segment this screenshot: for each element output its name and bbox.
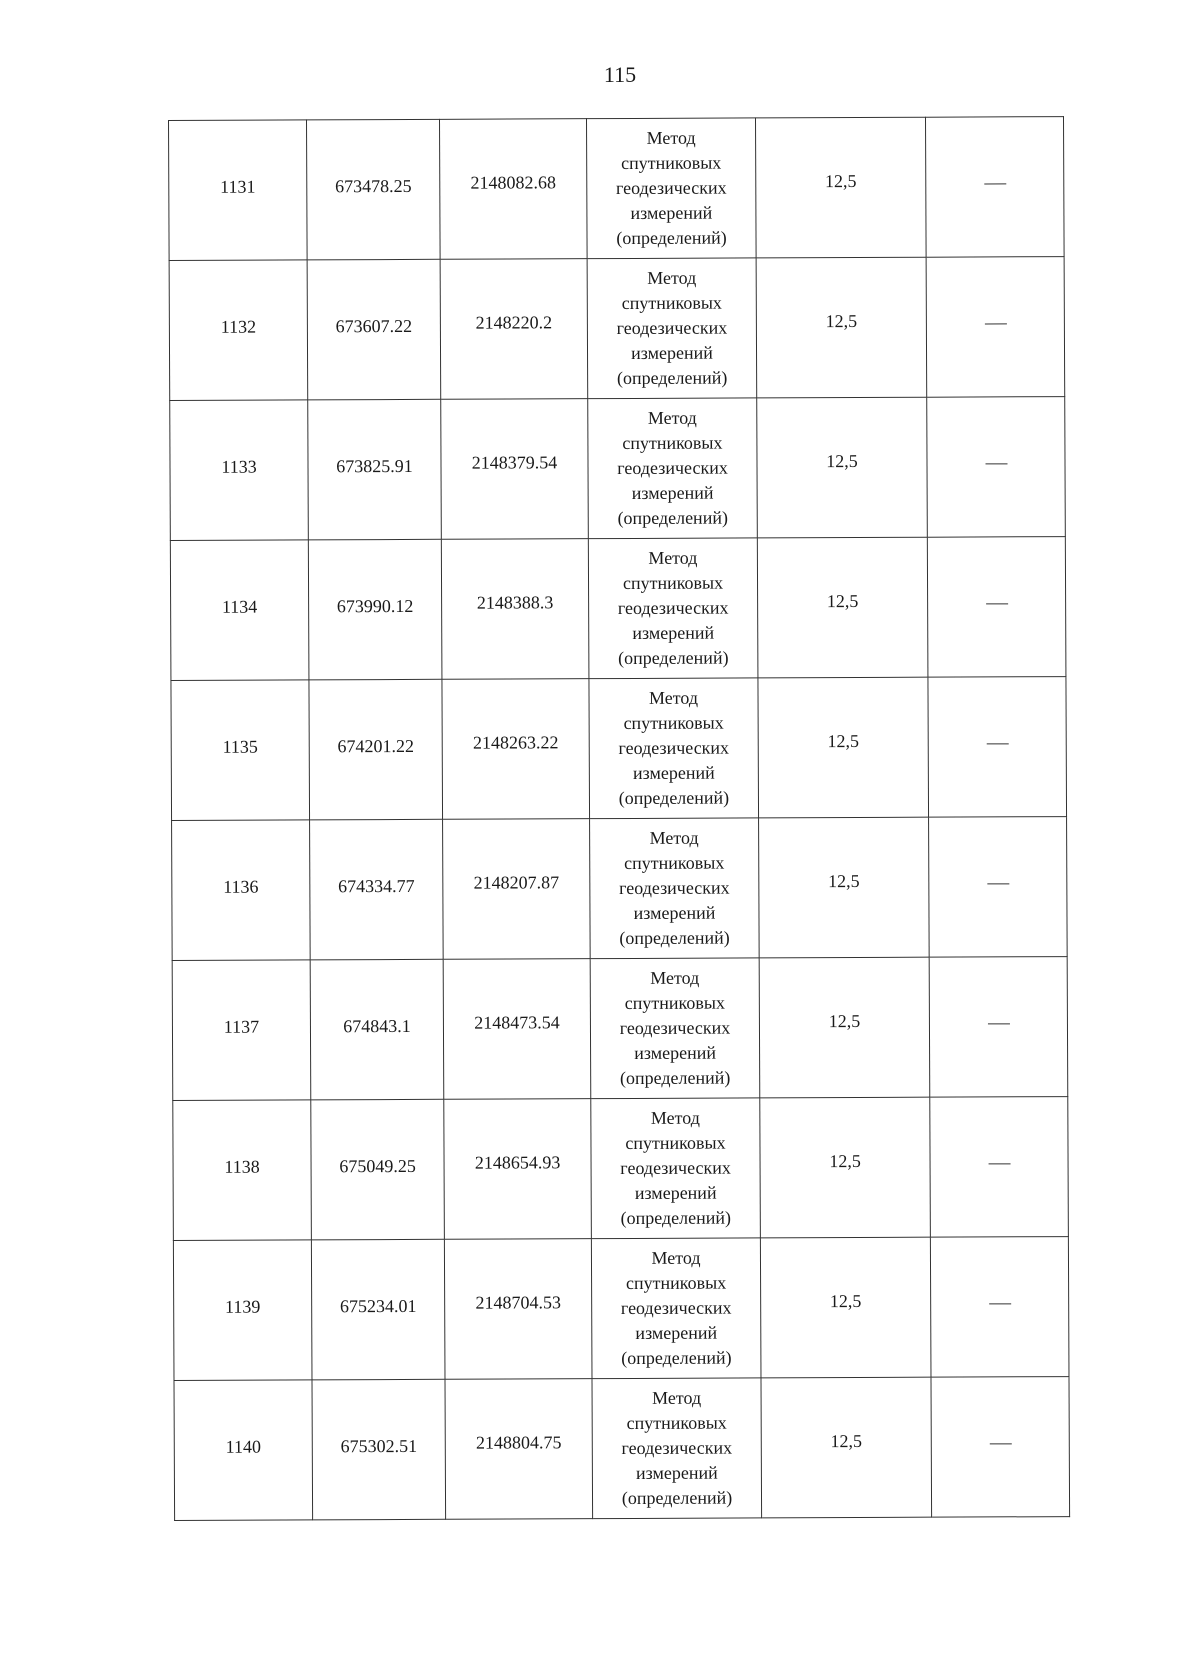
point-number: 1139 xyxy=(224,1296,261,1317)
accuracy-value: 12,5 xyxy=(828,870,860,892)
y-coordinate-cell xyxy=(444,1239,592,1380)
accuracy-cell xyxy=(760,1237,931,1378)
method-cell xyxy=(587,258,757,399)
method-line: спутниковых xyxy=(623,712,724,734)
point-number: 1138 xyxy=(224,1156,260,1177)
point-number: 1134 xyxy=(221,596,258,617)
table-row xyxy=(169,117,1065,261)
extra-cell xyxy=(926,257,1065,398)
method-line: (определений) xyxy=(616,367,728,389)
accuracy-cell xyxy=(760,1097,931,1238)
accuracy-cell xyxy=(756,257,927,398)
table-row xyxy=(172,957,1068,1101)
point-number: 1132 xyxy=(220,316,257,337)
extra-cell xyxy=(931,1377,1070,1518)
method-cell xyxy=(591,1238,761,1379)
method-line: Метод xyxy=(649,827,699,848)
method-line: спутниковых xyxy=(625,1272,727,1294)
accuracy-cell xyxy=(755,117,926,258)
method-line: (определений) xyxy=(617,507,728,529)
method-line: измерений xyxy=(632,762,715,783)
dash-mark xyxy=(987,1023,1009,1024)
method-line: геодезических xyxy=(620,1297,732,1319)
x-coordinate-cell xyxy=(307,259,441,400)
method-line: (определений) xyxy=(616,227,727,249)
method-line: (определений) xyxy=(618,647,729,669)
method-line: (определений) xyxy=(620,1207,732,1229)
method-line: Метод xyxy=(652,1387,702,1408)
method-line: спутниковых xyxy=(626,1412,727,1434)
method-line: геодезических xyxy=(615,177,727,199)
extra-cell xyxy=(929,957,1068,1098)
dash-mark xyxy=(985,463,1007,464)
dash-mark xyxy=(986,743,1008,744)
x-coordinate: 675302.51 xyxy=(340,1435,418,1457)
point-number-cell xyxy=(172,960,311,1101)
point-number-cell xyxy=(173,1100,312,1241)
accuracy-value: 12,5 xyxy=(830,1430,863,1452)
x-coordinate: 673825.91 xyxy=(336,455,413,477)
method-line: спутниковых xyxy=(625,1132,726,1154)
dash-mark xyxy=(989,1303,1011,1304)
method-line: геодезических xyxy=(620,1157,731,1179)
method-line: геодезических xyxy=(621,1437,733,1459)
method-cell xyxy=(586,118,756,259)
y-coordinate-cell xyxy=(439,119,587,260)
y-coordinate: 2148804.75 xyxy=(475,1432,562,1453)
method-line: спутниковых xyxy=(624,852,725,874)
y-coordinate: 2148654.93 xyxy=(474,1152,561,1173)
method-line: Метод xyxy=(647,407,697,428)
method-cell xyxy=(590,958,760,1099)
method-line: Метод xyxy=(647,267,697,288)
extra-cell xyxy=(927,537,1066,678)
method-line: Метод xyxy=(648,547,698,568)
y-coordinate: 2148473.54 xyxy=(474,1012,560,1033)
x-coordinate: 673990.12 xyxy=(336,595,414,617)
accuracy-value: 12,5 xyxy=(827,730,860,752)
method-cell xyxy=(590,818,760,959)
point-number: 1131 xyxy=(220,176,256,197)
table-row xyxy=(171,677,1067,821)
extra-cell xyxy=(927,397,1066,538)
y-coordinate-cell xyxy=(444,1099,592,1240)
method-line: (определений) xyxy=(618,787,730,809)
accuracy-value: 12,5 xyxy=(829,1290,862,1312)
y-coordinate-cell xyxy=(443,959,591,1100)
accuracy-cell xyxy=(761,1377,932,1518)
point-number: 1140 xyxy=(225,1436,262,1457)
accuracy-cell xyxy=(759,957,930,1098)
dash-mark xyxy=(988,1163,1010,1164)
accuracy-value: 12,5 xyxy=(826,450,858,472)
x-coordinate-cell xyxy=(308,399,442,540)
method-line: измерений xyxy=(630,202,713,223)
method-line: геодезических xyxy=(617,457,728,479)
point-number-cell xyxy=(173,1240,312,1381)
method-cell xyxy=(588,398,758,539)
method-line: Метод xyxy=(648,687,699,708)
point-number-cell xyxy=(169,260,308,401)
method-line: спутниковых xyxy=(622,572,724,594)
y-coordinate-cell xyxy=(441,399,589,540)
y-coordinate-cell xyxy=(443,819,591,960)
method-line: геодезических xyxy=(616,317,728,339)
method-line: измерений xyxy=(633,902,716,923)
dash-mark xyxy=(984,183,1006,184)
x-coordinate-cell xyxy=(311,1099,445,1240)
method-line: геодезических xyxy=(619,877,730,899)
point-number-cell xyxy=(172,820,311,961)
table-row xyxy=(173,1097,1069,1241)
x-coordinate-cell xyxy=(312,1379,446,1520)
point-number-cell xyxy=(174,1380,313,1521)
table-row xyxy=(169,257,1065,401)
method-cell xyxy=(588,538,758,679)
point-number: 1137 xyxy=(223,1016,260,1037)
method-line: (определений) xyxy=(621,1487,733,1509)
x-coordinate: 675234.01 xyxy=(339,1295,417,1317)
y-coordinate-cell xyxy=(440,259,588,400)
method-line: спутниковых xyxy=(624,992,725,1014)
y-coordinate: 2148263.22 xyxy=(472,732,559,753)
accuracy-value: 12,5 xyxy=(826,590,859,612)
accuracy-value: 12,5 xyxy=(825,310,858,332)
dash-mark xyxy=(989,1443,1011,1444)
x-coordinate-cell xyxy=(309,679,443,820)
page-number: 115 xyxy=(603,62,637,87)
method-line: измерений xyxy=(635,1462,718,1483)
method-line: (определений) xyxy=(621,1347,732,1369)
method-line: измерений xyxy=(635,1322,718,1343)
x-coordinate: 673478.25 xyxy=(334,175,412,197)
dash-mark xyxy=(984,323,1006,324)
x-coordinate-cell xyxy=(310,959,444,1100)
y-coordinate-cell xyxy=(441,539,589,680)
x-coordinate: 674334.77 xyxy=(338,875,415,897)
method-line: геодезических xyxy=(617,597,729,619)
table-row xyxy=(174,1377,1070,1521)
method-line: измерений xyxy=(631,342,713,363)
method-cell xyxy=(589,678,759,819)
x-coordinate-cell xyxy=(310,819,444,960)
point-number-cell xyxy=(170,400,309,541)
method-cell xyxy=(592,1378,762,1519)
point-number: 1135 xyxy=(222,736,258,757)
point-number-cell xyxy=(170,540,309,681)
x-coordinate: 674843.1 xyxy=(343,1015,411,1037)
method-line: измерений xyxy=(631,482,714,503)
y-coordinate: 2148207.87 xyxy=(473,872,560,893)
y-coordinate: 2148388.3 xyxy=(476,592,554,613)
dash-mark xyxy=(986,603,1008,604)
method-line: спутниковых xyxy=(621,292,722,314)
table-row xyxy=(170,537,1066,681)
extra-cell xyxy=(930,1237,1069,1378)
point-number-cell xyxy=(169,120,308,261)
accuracy-cell xyxy=(758,677,929,818)
method-line: Метод xyxy=(646,127,696,148)
y-coordinate: 2148379.54 xyxy=(471,452,558,473)
accuracy-cell xyxy=(757,397,928,538)
extra-cell xyxy=(928,677,1067,818)
method-line: геодезических xyxy=(619,1017,731,1039)
y-coordinate: 2148220.2 xyxy=(475,312,553,333)
method-line: спутниковых xyxy=(622,432,723,454)
method-cell xyxy=(591,1098,761,1239)
x-coordinate: 674201.22 xyxy=(337,735,415,757)
method-line: (определений) xyxy=(619,927,730,949)
point-number: 1136 xyxy=(223,876,259,897)
point-number: 1133 xyxy=(221,456,257,477)
method-line: Метод xyxy=(651,1247,701,1268)
extra-cell xyxy=(930,1097,1069,1238)
extra-cell xyxy=(925,117,1064,258)
method-line: (определений) xyxy=(619,1067,731,1089)
table-row xyxy=(173,1237,1069,1381)
x-coordinate: 673607.22 xyxy=(335,315,413,337)
method-line: Метод xyxy=(650,967,700,988)
table-row xyxy=(170,397,1066,541)
table-row xyxy=(172,817,1068,961)
accuracy-cell xyxy=(757,537,928,678)
method-line: геодезических xyxy=(618,737,730,759)
extra-cell xyxy=(929,817,1068,958)
accuracy-value: 12,5 xyxy=(824,170,857,192)
method-line: Метод xyxy=(650,1107,700,1128)
y-coordinate: 2148704.53 xyxy=(475,1292,561,1313)
accuracy-cell xyxy=(759,817,930,958)
y-coordinate-cell xyxy=(445,1379,593,1520)
method-line: измерений xyxy=(634,1182,717,1203)
method-line: измерений xyxy=(632,622,715,643)
method-line: измерений xyxy=(634,1042,716,1063)
point-number-cell xyxy=(171,680,310,821)
accuracy-value: 12,5 xyxy=(828,1010,861,1032)
accuracy-value: 12,5 xyxy=(829,1150,861,1172)
y-coordinate: 2148082.68 xyxy=(470,172,557,193)
dash-mark xyxy=(987,883,1009,884)
y-coordinate-cell xyxy=(442,679,590,820)
coordinates-sheet xyxy=(168,116,1069,1521)
coordinates-table-body xyxy=(169,117,1070,1521)
x-coordinate-cell xyxy=(311,1239,445,1380)
coordinates-table xyxy=(168,116,1070,1521)
method-line: спутниковых xyxy=(621,152,722,174)
x-coordinate-cell xyxy=(307,119,441,260)
x-coordinate: 675049.25 xyxy=(339,1155,416,1177)
x-coordinate-cell xyxy=(308,539,442,680)
